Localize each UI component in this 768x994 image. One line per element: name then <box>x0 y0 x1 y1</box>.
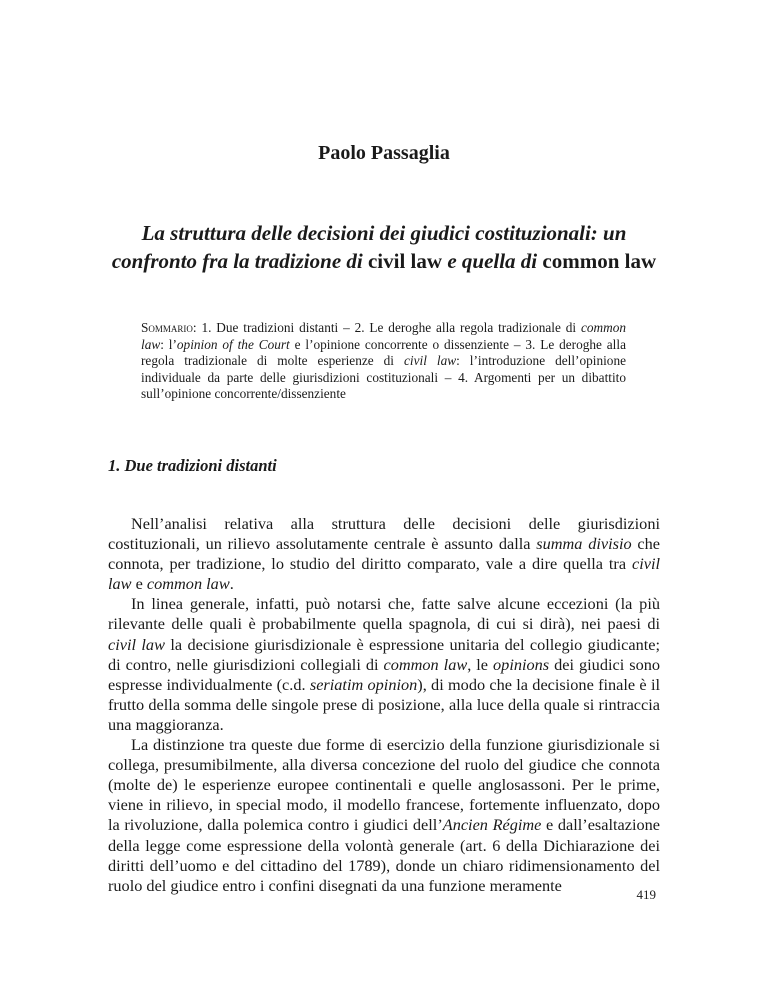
title-civil-law: civil law <box>367 249 443 273</box>
section-heading: 1. Due tradizioni distanti <box>108 456 277 475</box>
p2-text-g: dei giudici sono espresse individualmente (c.d. <box>108 654 660 694</box>
summary-text-3: e l’opinione concorrente o dissenziente – 3. Le deroghe alla regola tradizionale di molte esperienze di <box>141 336 626 369</box>
author-name: Paolo Passaglia <box>318 142 450 164</box>
summary-text-4: : l’introduzione dell’opinione individuale da parte delle giurisdizioni costituzionali – 4. Argomenti per un dibattito sull’opinione concorrente/dissenziente <box>141 353 626 402</box>
p1-civil-law: civil law <box>108 554 660 594</box>
paragraph-2 <box>108 594 660 735</box>
p3-text-c: e dall’esaltazione della legge come espressione della volontà generale (art. 6 della Dichiarazione dei diritti dell’uomo e del cittadino del 1789), donde un chiaro ridimensionamento del ruolo del giudice entro i confini disegnati da una funzione meramente <box>108 815 661 895</box>
body-text <box>108 514 660 896</box>
p1-text-g: . <box>229 574 234 594</box>
title-part-1: La struttura delle decisioni dei giudici costituzionali: un confronto fra la tradizione di <box>111 221 627 273</box>
summary-common-law: common law <box>141 320 626 352</box>
p2-text-e: , le <box>467 654 489 674</box>
p1-text-c: che connota, per tradizione, lo studio del diritto comparato, vale a dire quella tra <box>108 534 660 574</box>
page-number: 419 <box>636 887 656 902</box>
paragraph-3 <box>108 735 660 896</box>
summary-text-1: : 1. Due tradizioni distanti – 2. Le deroghe alla regola tradizionale di <box>192 320 577 335</box>
p1-text-a: Nell’analisi relativa alla struttura delle decisioni delle giurisdizioni costituzionali, un rilievo assolutamente centrale è assunto dalla <box>108 514 660 554</box>
p2-opinions: opinions <box>493 654 550 674</box>
p2-text-i: ), di modo che la decisione finale è il frutto della somma delle singole prese di posizione, alla luce della quale si rintraccia una maggioranza. <box>108 674 660 734</box>
p1-summa-divisio: summa divisio <box>536 534 632 554</box>
p2-common-law: common law <box>383 654 468 674</box>
summary-abstract <box>141 320 626 403</box>
p3-text-a: La distinzione tra queste due forme di esercizio della funzione giurisdizionale si collega, presumibilmente, alla diversa concezione del ruolo del giudice che connota (molte de) le esperienze europee continentali e quelle anglosassoni. Per le prime, viene in rilievo, in special modo, il modello francese, fortemente influenzato, dopo la rivoluzione, dalla polemica contro i giudici dell’ <box>108 735 660 835</box>
p2-seriatim-opinion: seriatim opinion <box>309 674 418 694</box>
title-common-law: common law <box>542 249 657 273</box>
summary-text-2: : l’ <box>160 336 177 352</box>
article-title <box>108 219 660 275</box>
p1-text-e: e <box>135 574 143 594</box>
summary-label: Sommario <box>141 320 193 335</box>
p2-text-c: la decisione giurisdizionale è espressione unitaria del collegio giudicante; di contro, nelle giurisdizioni collegiali di <box>108 634 661 674</box>
paragraph-1 <box>108 514 660 594</box>
summary-opinion-court: opinion of the Court <box>176 336 290 352</box>
p2-civil-law: civil law <box>108 634 165 654</box>
p1-common-law: common law <box>146 574 230 594</box>
p2-text-a: In linea generale, infatti, può notarsi che, fatte salve alcune eccezioni (la più rilevante delle quali è probabilmente quella spagnola, di cui si dirà), nei paesi di <box>108 594 660 634</box>
p3-ancien-regime: Ancien Régime <box>442 815 542 835</box>
title-part-3: e quella di <box>447 249 538 273</box>
summary-civil-law: civil law <box>404 353 457 369</box>
